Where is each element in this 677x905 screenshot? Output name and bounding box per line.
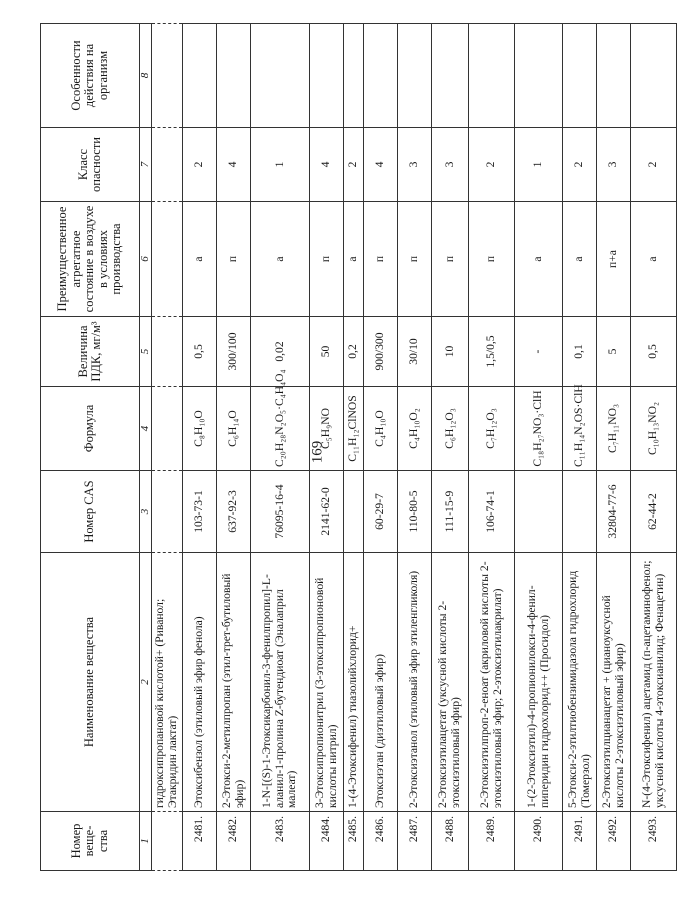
- table-header-row: [41, 24, 140, 871]
- hazard-class: 1: [251, 128, 310, 202]
- substance-number: 2493.: [631, 812, 677, 871]
- substance-name: 5-Этокси-2-этилтиобензимидазола гидрохлорид (Томерзол): [563, 553, 597, 812]
- substance-number: 2490.: [515, 812, 563, 871]
- aggregate-state: п: [310, 202, 344, 317]
- empty-cell: [152, 471, 183, 553]
- table-row: [398, 24, 432, 871]
- substance-number: 2484.: [310, 812, 344, 871]
- substance-number: 2481.: [183, 812, 217, 871]
- header-state: Преимущественное агрегатное состояние в воздухе в условиях производства: [41, 202, 140, 317]
- substance-number: 2486.: [364, 812, 398, 871]
- column-number: 6: [140, 202, 152, 317]
- cas-number: 62-44-2: [631, 471, 677, 553]
- aggregate-state: а: [631, 202, 677, 317]
- continuation-name: гидроксипропановой кислотой+ (Риванол; Этакридин лактат): [152, 553, 183, 812]
- cas-number: 103-73-1: [183, 471, 217, 553]
- features: [251, 24, 310, 128]
- substance-name: Этоксибензол (этиловый эфир фенола): [183, 553, 217, 812]
- formula: C₁₈H₂₇NO₃·ClH: [515, 387, 563, 471]
- continuation-number: [152, 812, 183, 871]
- mac-value: 900/300: [364, 317, 398, 387]
- aggregate-state: а: [515, 202, 563, 317]
- header-hazard-class: Класс опасности: [41, 128, 140, 202]
- mac-value: 0,02: [251, 317, 310, 387]
- header-features: Особенности действия на организм: [41, 24, 140, 128]
- hazard-class: 2: [344, 128, 364, 202]
- aggregate-state: п: [469, 202, 515, 317]
- substance-name: N-(4-Этоксифенил) ацетамид (п-ацетаминофенол; уксусной кислоты 4-этоксианилид; Фенацетин): [631, 553, 677, 812]
- formula: C₁₀H₁₃NO₂: [631, 387, 677, 471]
- table-row: [251, 24, 310, 871]
- substance-number: 2485.: [344, 812, 364, 871]
- cas-number: 76095-16-4: [251, 471, 310, 553]
- features: [398, 24, 432, 128]
- formula: C₇H₁₂O₃: [469, 387, 515, 471]
- aggregate-state: п: [364, 202, 398, 317]
- cas-number: 60-29-7: [364, 471, 398, 553]
- hazard-class: 2: [563, 128, 597, 202]
- mac-value: 5: [597, 317, 631, 387]
- substance-number: 2491.: [563, 812, 597, 871]
- substance-number: 2489.: [469, 812, 515, 871]
- cas-number: 32804-77-6: [597, 471, 631, 553]
- cas-number: [515, 471, 563, 553]
- aggregate-state: а: [183, 202, 217, 317]
- table-row: [563, 24, 597, 871]
- mac-value: 0,5: [631, 317, 677, 387]
- formula: C₇H₁₁NO₃: [597, 387, 631, 471]
- features: [563, 24, 597, 128]
- hazard-class: 2: [183, 128, 217, 202]
- aggregate-state: п: [217, 202, 251, 317]
- rotated-page-content: [40, 24, 666, 871]
- substance-number: 2483.: [251, 812, 310, 871]
- cas-number: 637-92-3: [217, 471, 251, 553]
- column-number: 8: [140, 24, 152, 128]
- features: [217, 24, 251, 128]
- column-number: 4: [140, 387, 152, 471]
- hazard-class: 4: [217, 128, 251, 202]
- hazard-class: 2: [631, 128, 677, 202]
- formula: C₅H₉NO: [310, 387, 344, 471]
- aggregate-state: п: [432, 202, 469, 317]
- substance-name: Этоксиэтан (диэтиловый эфир): [364, 553, 398, 812]
- formula: C₆H₁₂O₃: [432, 387, 469, 471]
- features: [344, 24, 364, 128]
- formula: C₁₁H₁₄N₂OS·ClH: [563, 387, 597, 471]
- features: [597, 24, 631, 128]
- features: [310, 24, 344, 128]
- empty-cell: [152, 128, 183, 202]
- mac-value: 0,1: [563, 317, 597, 387]
- hazard-class: 1: [515, 128, 563, 202]
- features: [515, 24, 563, 128]
- column-number: 7: [140, 128, 152, 202]
- substance-name: 1-(2-Этоксиэтил)-4-пропионилокси-4-фенил-пиперидин гидрохлорид++ (Просидол): [515, 553, 563, 812]
- aggregate-state: а: [344, 202, 364, 317]
- features: [364, 24, 398, 128]
- substance-name: 2-Этоксиэтанол (этиловый эфир этиленгликоля): [398, 553, 432, 812]
- column-number: 3: [140, 471, 152, 553]
- substance-number: 2492.: [597, 812, 631, 871]
- features: [631, 24, 677, 128]
- header-mac: Величина ПДК, мг/м³: [41, 317, 140, 387]
- mac-value: 10: [432, 317, 469, 387]
- mac-value: 0,5: [183, 317, 217, 387]
- formula: C₂₀H₂₈N₂O₅·C₄H₄O₄: [251, 387, 310, 471]
- table-row: [597, 24, 631, 871]
- hazard-class: 2: [469, 128, 515, 202]
- empty-cell: [152, 24, 183, 128]
- aggregate-state: п+а: [597, 202, 631, 317]
- hazard-class: 3: [597, 128, 631, 202]
- header-formula: Формула: [41, 387, 140, 471]
- mac-value: 0,2: [344, 317, 364, 387]
- mac-value: 1,5/0,5: [469, 317, 515, 387]
- aggregate-state: а: [563, 202, 597, 317]
- formula: C₄H₁₀O₂: [398, 387, 432, 471]
- table-row: [183, 24, 217, 871]
- mac-value: 50: [310, 317, 344, 387]
- substance-name: 1-(4-Этоксифенил) тиазолийхлорид+: [344, 553, 364, 812]
- table-row: [217, 24, 251, 871]
- substances-table: [40, 23, 677, 871]
- formula: C₄H₁₀O: [364, 387, 398, 471]
- cas-number: 2141-62-0: [310, 471, 344, 553]
- table-row: [432, 24, 469, 871]
- substance-number: 2488.: [432, 812, 469, 871]
- empty-cell: [152, 387, 183, 471]
- continuation-row: [152, 24, 183, 871]
- aggregate-state: а: [251, 202, 310, 317]
- substance-number: 2487.: [398, 812, 432, 871]
- table-row: [469, 24, 515, 871]
- table-row: [310, 24, 344, 871]
- aggregate-state: п: [398, 202, 432, 317]
- page-number: 169: [309, 440, 326, 464]
- header-cas: Номер CAS: [41, 471, 140, 553]
- empty-cell: [152, 202, 183, 317]
- hazard-class: 3: [398, 128, 432, 202]
- table-row: [364, 24, 398, 871]
- features: [469, 24, 515, 128]
- cas-number: [344, 471, 364, 553]
- table-row: [344, 24, 364, 871]
- column-number: 1: [140, 812, 152, 871]
- features: [432, 24, 469, 128]
- column-number-row: [140, 24, 152, 871]
- table-row: [631, 24, 677, 871]
- substance-name: 3-Этоксипропионитрил (3-этоксипропионовой кислоты нитрил): [310, 553, 344, 812]
- column-number: 5: [140, 317, 152, 387]
- column-number: 2: [140, 553, 152, 812]
- hazard-class: 4: [364, 128, 398, 202]
- mac-value: -: [515, 317, 563, 387]
- cas-number: [563, 471, 597, 553]
- mac-value: 30/10: [398, 317, 432, 387]
- substance-name: 2-Этоксиэтилцианацетат + (цианоуксусной кислоты 2-этоксиэтиловый эфир): [597, 553, 631, 812]
- substance-name: 2-Этокси-2-метилпропан (этил-трет-бутиловый эфир): [217, 553, 251, 812]
- cas-number: 106-74-1: [469, 471, 515, 553]
- formula: C₆H₁₄O: [217, 387, 251, 471]
- hazard-class: 3: [432, 128, 469, 202]
- hazard-class: 4: [310, 128, 344, 202]
- header-name: Наименование вещества: [41, 553, 140, 812]
- cas-number: 111-15-9: [432, 471, 469, 553]
- mac-value: 300/100: [217, 317, 251, 387]
- substance-name: 1-N-[(S)-1-Этоксикарбонил-3-фенилпропил]-L-аланил-1-пролина Z-бутендиоат (Эналаприл малеат): [251, 553, 310, 812]
- table-row: [515, 24, 563, 871]
- substance-number: 2482.: [217, 812, 251, 871]
- formula: C₁₁H₁₂ClNOS: [344, 387, 364, 471]
- cas-number: 110-80-5: [398, 471, 432, 553]
- empty-cell: [152, 317, 183, 387]
- header-number: Номер веще-ства: [41, 812, 140, 871]
- substance-name: 2-Этоксиэтилацетат (уксусной кислоты 2-этоксиэтиловый эфир): [432, 553, 469, 812]
- substance-name: 2-Этоксиэтилпроп-2-еноат (акриловой кислоты 2-этоксиэтиловый эфир; 2-этоксиэтилакрилат): [469, 553, 515, 812]
- features: [183, 24, 217, 128]
- formula: C₈H₁₀O: [183, 387, 217, 471]
